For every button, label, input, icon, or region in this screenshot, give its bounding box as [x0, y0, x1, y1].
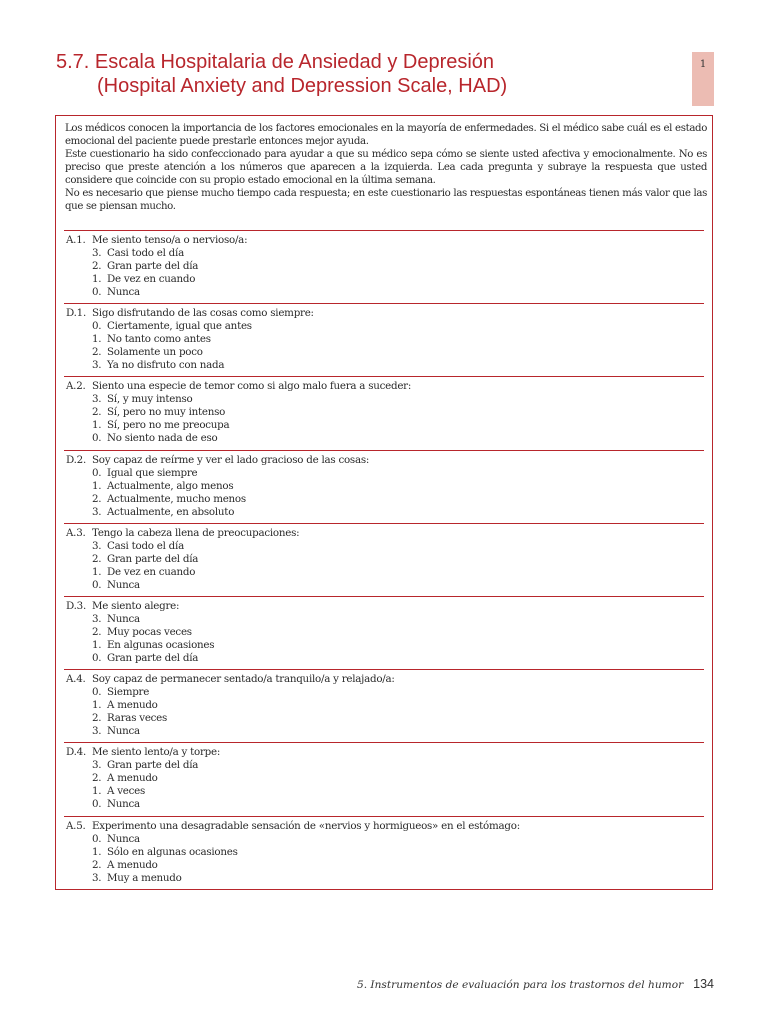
questionnaire-frame [55, 115, 713, 890]
page-number: 134 [693, 977, 714, 991]
question-item [64, 230, 704, 299]
answer-option[interactable] [64, 467, 704, 480]
option-label: Muy a menudo [107, 871, 182, 884]
option-score: 1. [92, 565, 102, 578]
question-code: D.3. [66, 600, 86, 612]
answer-option[interactable] [64, 759, 704, 772]
answer-option[interactable] [64, 320, 704, 333]
question-item [64, 669, 704, 738]
answer-option[interactable] [64, 725, 704, 738]
option-score: 3. [92, 247, 102, 259]
question-code: A.5. [66, 819, 86, 832]
option-label: Casi todo el día [107, 539, 184, 552]
answer-option[interactable] [64, 393, 704, 406]
question-label: Soy capaz de reírme y ver el lado gracioso de las cosas: [92, 453, 370, 466]
answer-option[interactable] [64, 432, 704, 445]
answer-option[interactable] [64, 613, 704, 626]
answer-option[interactable] [64, 333, 704, 346]
question-label: Me siento tenso/a o nervioso/a: [92, 234, 248, 246]
answer-option[interactable] [64, 566, 704, 579]
answer-option[interactable] [64, 772, 704, 785]
answer-option[interactable] [64, 872, 704, 885]
option-score: 0. [92, 686, 102, 699]
question-text [64, 304, 704, 320]
question-item [64, 742, 704, 811]
option-score: 0. [92, 286, 102, 298]
question-item [64, 303, 704, 372]
answer-option[interactable] [64, 626, 704, 639]
option-label: Casi todo el día [107, 247, 184, 259]
intro-paragraph-3: No es necesario que piense mucho tiempo cada respuesta; en este cuestionario las respuestas espontáneas tienen más valor que las que se piensan mucho. [65, 188, 707, 212]
option-score: 2. [92, 772, 102, 785]
answer-option[interactable] [64, 652, 704, 665]
question-code: D.2. [66, 453, 86, 466]
answer-option[interactable] [64, 247, 704, 260]
option-score: 1. [92, 785, 102, 798]
question-label: Siento una especie de temor como si algo malo fuera a suceder: [92, 380, 412, 393]
question-item [64, 596, 704, 665]
option-label: Sí, y muy intenso [107, 393, 193, 406]
answer-option[interactable] [64, 579, 704, 592]
answer-option[interactable] [64, 493, 704, 506]
question-text [64, 743, 704, 759]
option-score: 3. [92, 393, 102, 406]
option-label: Raras veces [107, 712, 168, 725]
option-label: A menudo [107, 772, 158, 785]
option-label: Solamente un poco [107, 346, 203, 359]
answer-option[interactable] [64, 686, 704, 699]
option-score: 0. [92, 652, 102, 664]
option-score: 1. [92, 273, 102, 285]
option-score: 3. [92, 359, 102, 372]
option-label: Gran parte del día [107, 759, 199, 772]
option-label: A veces [107, 785, 146, 798]
footer-chapter-text: 5. Instrumentos de evaluación para los trastornos del humor [356, 979, 684, 991]
question-item [64, 376, 704, 445]
option-score: 3. [92, 505, 102, 518]
intro-paragraph-2: Este cuestionario ha sido confeccionado para ayudar a que su médico sepa cómo se siente usted afectiva y emocionalmente. No es preciso que preste atención a los números que aparecen a la izquierda. Lea cada pregunta y subraye la respuesta que usted considere que coincide con su propio estado emocional en la última semana. [65, 149, 707, 186]
question-text [64, 231, 704, 247]
option-score: 3. [92, 759, 102, 772]
option-score: 2. [92, 346, 102, 359]
answer-option[interactable] [64, 540, 704, 553]
option-label: Nunca [107, 613, 140, 625]
question-label: Me siento alegre: [92, 600, 180, 612]
question-code: A.1. [66, 234, 86, 246]
option-label: Muy pocas veces [107, 626, 192, 638]
option-label: Ciertamente, igual que antes [107, 320, 252, 333]
question-code: A.4. [66, 673, 86, 686]
option-score: 1. [92, 639, 102, 651]
question-label: Tengo la cabeza llena de preocupaciones: [92, 526, 300, 539]
answer-option[interactable] [64, 798, 704, 811]
option-label: En algunas ocasiones [107, 639, 215, 651]
answer-option[interactable] [64, 699, 704, 712]
option-label: Sólo en algunas ocasiones [107, 845, 238, 858]
page-title [56, 50, 676, 98]
option-score: 3. [92, 725, 102, 738]
option-score: 0. [92, 798, 102, 811]
answer-option[interactable] [64, 260, 704, 273]
intro-paragraph-1: Los médicos conocen la importancia de los factores emocionales en la mayoría de enfermedades. Si el médico sabe cuál es el estado emocional del paciente puede prestarle entonces mejor ayuda. [65, 123, 707, 147]
answer-option[interactable] [64, 859, 704, 872]
question-label: Soy capaz de permanecer sentado/a tranquilo/a y relajado/a: [92, 673, 395, 686]
option-score: 1. [92, 845, 102, 858]
option-label: Gran parte del día [107, 260, 199, 272]
option-label: Nunca [107, 832, 140, 845]
option-score: 2. [92, 406, 102, 419]
question-text [64, 817, 704, 833]
option-score: 1. [92, 479, 102, 492]
question-code: D.1. [66, 307, 86, 320]
option-score: 3. [92, 871, 102, 884]
intro-text [65, 122, 707, 213]
question-item [64, 523, 704, 592]
answer-option[interactable] [64, 359, 704, 372]
answer-option[interactable] [64, 406, 704, 419]
answer-option[interactable] [64, 833, 704, 846]
option-score: 3. [92, 539, 102, 552]
question-code: D.4. [66, 746, 86, 759]
option-score: 0. [92, 320, 102, 333]
option-label: Actualmente, algo menos [107, 479, 234, 492]
option-label: De vez en cuando [107, 565, 196, 578]
answer-option[interactable] [64, 639, 704, 652]
answer-option[interactable] [64, 553, 704, 566]
title-line-1: 5.7. Escala Hospitalaria de Ansiedad y Depresión [56, 51, 495, 73]
question-label: Me siento lento/a y torpe: [92, 746, 221, 759]
option-score: 0. [92, 432, 102, 445]
option-label: No siento nada de eso [107, 432, 218, 445]
option-label: Gran parte del día [107, 652, 199, 664]
question-code: A.2. [66, 380, 86, 393]
option-label: De vez en cuando [107, 273, 196, 285]
option-label: Nunca [107, 286, 140, 298]
answer-option[interactable] [64, 273, 704, 286]
option-label: A menudo [107, 858, 158, 871]
answer-option[interactable] [64, 480, 704, 493]
option-score: 0. [92, 578, 102, 591]
answer-option[interactable] [64, 712, 704, 725]
question-text [64, 524, 704, 540]
option-score: 2. [92, 492, 102, 505]
option-label: Siempre [107, 686, 150, 699]
option-score: 2. [92, 552, 102, 565]
question-item [64, 450, 704, 519]
option-label: Sí, pero no me preocupa [107, 419, 230, 432]
option-label: Sí, pero no muy intenso [107, 406, 226, 419]
option-label: Nunca [107, 578, 140, 591]
question-label: Sigo disfrutando de las cosas como siempre: [92, 307, 314, 320]
option-score: 2. [92, 712, 102, 725]
answer-option[interactable] [64, 346, 704, 359]
option-score: 1. [92, 333, 102, 346]
option-score: 1. [92, 419, 102, 432]
answer-option[interactable] [64, 286, 704, 299]
page-footer [357, 977, 714, 991]
option-label: Gran parte del día [107, 552, 199, 565]
option-label: A menudo [107, 699, 158, 712]
answer-option[interactable] [64, 785, 704, 798]
question-text [64, 670, 704, 686]
option-label: No tanto como antes [107, 333, 211, 346]
title-line-2: (Hospital Anxiety and Depression Scale, HAD) [97, 75, 508, 97]
answer-option[interactable] [64, 419, 704, 432]
option-label: Ya no disfruto con nada [107, 359, 225, 372]
option-label: Actualmente, en absoluto [107, 505, 235, 518]
question-text [64, 377, 704, 393]
option-score: 1. [92, 699, 102, 712]
chapter-tab: 1 [692, 52, 714, 106]
question-label: Experimento una desagradable sensación de «nervios y hormigueos» en el estómago: [92, 819, 520, 832]
option-label: Igual que siempre [107, 466, 198, 479]
option-score: 0. [92, 466, 102, 479]
option-score: 2. [92, 260, 102, 272]
question-item [64, 816, 704, 885]
option-score: 2. [92, 858, 102, 871]
answer-option[interactable] [64, 846, 704, 859]
question-code: A.3. [66, 526, 86, 539]
option-score: 2. [92, 626, 102, 638]
option-label: Actualmente, mucho menos [107, 492, 246, 505]
answer-option[interactable] [64, 506, 704, 519]
option-label: Nunca [107, 725, 140, 738]
question-text [64, 451, 704, 467]
option-score: 3. [92, 613, 102, 625]
question-text [64, 597, 704, 613]
option-label: Nunca [107, 798, 140, 811]
option-score: 0. [92, 832, 102, 845]
